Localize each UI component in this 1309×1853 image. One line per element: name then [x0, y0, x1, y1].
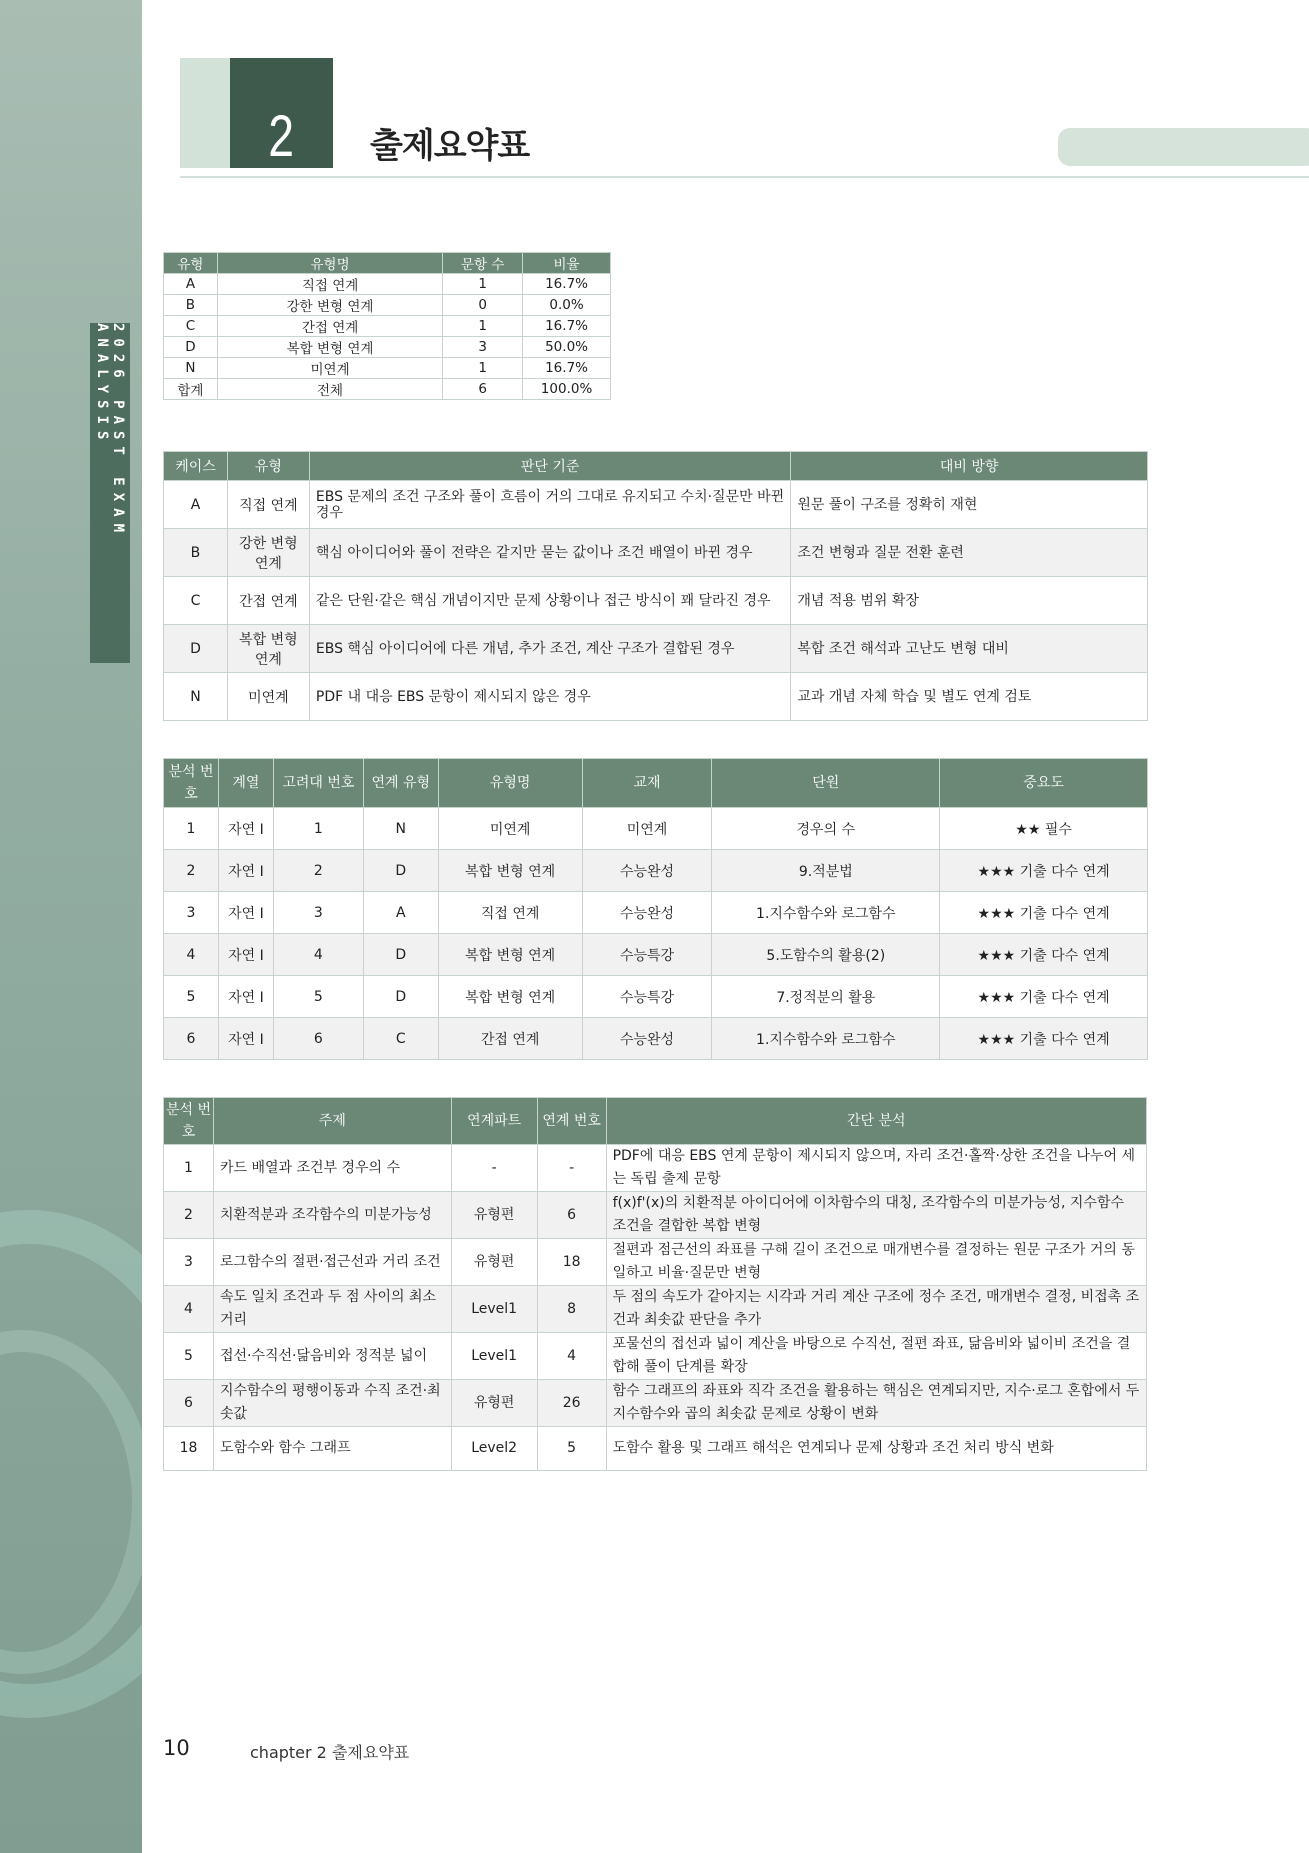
table-cell: N — [164, 358, 218, 379]
table-cell: C — [363, 1018, 438, 1060]
footer-chapter-label: chapter 2 출제요약표 — [250, 1743, 410, 1762]
column-header: 중요도 — [940, 759, 1148, 808]
column-header: 대비 방향 — [791, 452, 1148, 481]
column-header: 단원 — [712, 759, 940, 808]
table-cell: 복합 변형 연계 — [438, 934, 582, 976]
table-cell: ★★★ 기출 다수 연계 — [940, 892, 1148, 934]
table-cell: 복합 변형 연계 — [438, 976, 582, 1018]
table-row — [164, 673, 1148, 721]
table-cell: N — [363, 808, 438, 850]
table-cell: ★★★ 기출 다수 연계 — [940, 976, 1148, 1018]
table-cell: 자연 I — [218, 850, 273, 892]
table-cell: 1 — [273, 808, 363, 850]
table-cell: D — [363, 850, 438, 892]
table-cell: 6 — [443, 379, 523, 400]
table-cell: PDF에 대응 EBS 연계 문항이 제시되지 않으며, 자리 조건·홀짝·상한 조건을 나누어 세는 독립 출제 문항 — [606, 1145, 1146, 1192]
table-cell: 4 — [164, 1286, 214, 1333]
table-cell: 5 — [164, 1333, 214, 1380]
table-cell: 미연계 — [582, 808, 712, 850]
chapter-number-block — [230, 58, 333, 168]
table-cell: A — [164, 274, 218, 295]
table-cell: 2 — [164, 850, 219, 892]
table-cell: 간접 연계 — [227, 577, 309, 625]
table-cell: 직접 연계 — [227, 481, 309, 529]
table-cell: 1 — [443, 358, 523, 379]
table-cell: 3 — [164, 1239, 214, 1286]
column-header: 문항 수 — [443, 253, 523, 274]
vertical-series-label — [90, 323, 130, 663]
table-cell: 직접 연계 — [217, 274, 442, 295]
table-cell: 강한 변형 연계 — [227, 529, 309, 577]
table-cell: 5 — [273, 976, 363, 1018]
table-cell: ★★★ 기출 다수 연계 — [940, 1018, 1148, 1060]
table-cell: 4 — [273, 934, 363, 976]
table-row — [164, 529, 1148, 577]
table-cell: EBS 문제의 조건 구조와 풀이 흐름이 거의 그대로 유지되고 수치·질문만 바뀐 경우 — [309, 481, 790, 529]
column-header: 유형 — [164, 253, 218, 274]
table-row — [164, 274, 611, 295]
header-divider — [180, 176, 1309, 178]
table-cell: D — [164, 625, 228, 673]
table-cell: 교과 개념 자체 학습 및 별도 연계 검토 — [791, 673, 1148, 721]
table-cell: 자연 I — [218, 808, 273, 850]
table-cell: 6 — [164, 1380, 214, 1427]
table-cell: ★★★ 기출 다수 연계 — [940, 850, 1148, 892]
table-cell: 100.0% — [523, 379, 611, 400]
table-cell: 지수함수의 평행이동과 수직 조건·최솟값 — [213, 1380, 451, 1427]
table-cell: 수능특강 — [582, 976, 712, 1018]
table-row — [164, 358, 611, 379]
table-row — [164, 481, 1148, 529]
table-cell: 복합 변형 연계 — [227, 625, 309, 673]
table-cell: 1.지수함수와 로그함수 — [712, 892, 940, 934]
table-cell: PDF 내 대응 EBS 문항이 제시되지 않은 경우 — [309, 673, 790, 721]
table-cell: 6 — [273, 1018, 363, 1060]
column-header: 교재 — [582, 759, 712, 808]
table-cell: - — [537, 1145, 606, 1192]
table-row — [164, 625, 1148, 673]
table-cell: 간접 연계 — [438, 1018, 582, 1060]
table-cell: 9.적분법 — [712, 850, 940, 892]
table-cell: 1 — [164, 808, 219, 850]
column-header: 유형명 — [438, 759, 582, 808]
table-cell: 16.7% — [523, 358, 611, 379]
table-header-row — [164, 759, 1148, 808]
table-row — [164, 577, 1148, 625]
table-cell: 강한 변형 연계 — [217, 295, 442, 316]
table-row — [164, 316, 611, 337]
table-row — [164, 295, 611, 316]
table-cell: C — [164, 577, 228, 625]
table-cell: 0.0% — [523, 295, 611, 316]
table-row — [164, 1145, 1147, 1192]
table-cell: 도함수 활용 및 그래프 해석은 연계되나 문제 상황과 조건 처리 방식 변화 — [606, 1427, 1146, 1471]
question-table — [163, 758, 1148, 1060]
table-row — [164, 337, 611, 358]
table-cell: 복합 변형 연계 — [438, 850, 582, 892]
table-row — [164, 1286, 1147, 1333]
sidebar — [0, 0, 142, 1853]
table-cell: 같은 단원·같은 핵심 개념이지만 문제 상황이나 접근 방식이 꽤 달라진 경우 — [309, 577, 790, 625]
table-cell: Level1 — [451, 1333, 537, 1380]
table-cell: 핵심 아이디어와 풀이 전략은 같지만 묻는 값이나 조건 배열이 바뀐 경우 — [309, 529, 790, 577]
table-cell: 16.7% — [523, 274, 611, 295]
table-row — [164, 934, 1148, 976]
table-cell: 함수 그래프의 좌표와 직각 조건을 활용하는 핵심은 연계되지만, 지수·로그 혼합에서 두 지수함수와 곱의 최솟값 문제로 상황이 변화 — [606, 1380, 1146, 1427]
table-cell: Level2 — [451, 1427, 537, 1471]
table-cell: 수능특강 — [582, 934, 712, 976]
table-cell: 복합 변형 연계 — [217, 337, 442, 358]
page-number: 10 — [163, 1736, 190, 1760]
column-header: 케이스 — [164, 452, 228, 481]
table-cell: 8 — [537, 1286, 606, 1333]
table-cell: 3 — [443, 337, 523, 358]
table-cell: 1 — [443, 316, 523, 337]
table-cell: 6 — [537, 1192, 606, 1239]
table-cell: 4 — [164, 934, 219, 976]
table-cell: 포물선의 접선과 넓이 계산을 바탕으로 수직선, 절편 좌표, 닮음비와 넓이비 조건을 결합해 풀이 단계를 확장 — [606, 1333, 1146, 1380]
table-cell: 유형편 — [451, 1239, 537, 1286]
table-cell: 원문 풀이 구조를 정확히 재현 — [791, 481, 1148, 529]
table-cell: D — [164, 337, 218, 358]
column-header: 판단 기준 — [309, 452, 790, 481]
table-cell: 1 — [164, 1145, 214, 1192]
table-cell: 3 — [273, 892, 363, 934]
table-cell: C — [164, 316, 218, 337]
table-cell: 복합 조건 해석과 고난도 변형 대비 — [791, 625, 1148, 673]
column-header: 연계 번호 — [537, 1098, 606, 1145]
table-cell: 수능완성 — [582, 892, 712, 934]
table-cell: ★★ 필수 — [940, 808, 1148, 850]
table-cell: D — [363, 934, 438, 976]
table-cell: N — [164, 673, 228, 721]
table-cell: 두 점의 속도가 같아지는 시각과 거리 계산 구조에 정수 조건, 매개변수 결정, 비접촉 조건과 최솟값 판단을 추가 — [606, 1286, 1146, 1333]
analysis-table — [163, 1097, 1147, 1471]
type-summary-table — [163, 252, 611, 400]
header-accent-block — [180, 58, 232, 168]
table-row — [164, 1239, 1147, 1286]
table-row — [164, 892, 1148, 934]
column-header: 연계 유형 — [363, 759, 438, 808]
column-header: 비율 — [523, 253, 611, 274]
table-cell: 5 — [537, 1427, 606, 1471]
table-row — [164, 1333, 1147, 1380]
page-title: 출제요약표 — [370, 126, 530, 166]
table-cell: - — [451, 1145, 537, 1192]
header-decorative-pill — [1058, 128, 1309, 166]
criteria-table — [163, 451, 1148, 721]
table-cell: 속도 일치 조건과 두 점 사이의 최소거리 — [213, 1286, 451, 1333]
table-cell: 2 — [273, 850, 363, 892]
table-row — [164, 1192, 1147, 1239]
table-cell: f(x)f'(x)의 치환적분 아이디어에 이차함수의 대칭, 조각함수의 미분가능성, 지수함수 조건을 결합한 복합 변형 — [606, 1192, 1146, 1239]
table-cell: B — [164, 529, 228, 577]
table-cell: 수능완성 — [582, 850, 712, 892]
table-cell: 미연계 — [227, 673, 309, 721]
table-cell: A — [164, 481, 228, 529]
table-cell: 수능완성 — [582, 1018, 712, 1060]
table-cell: 1.지수함수와 로그함수 — [712, 1018, 940, 1060]
table-cell: 자연 I — [218, 934, 273, 976]
table-cell: EBS 핵심 아이디어에 다른 개념, 추가 조건, 계산 구조가 결합된 경우 — [309, 625, 790, 673]
table-row — [164, 1427, 1147, 1471]
column-header: 주제 — [213, 1098, 451, 1145]
table-header-row — [164, 452, 1148, 481]
table-cell: 자연 I — [218, 1018, 273, 1060]
table-cell: 7.정적분의 활용 — [712, 976, 940, 1018]
table-cell: 26 — [537, 1380, 606, 1427]
table-cell: 1 — [443, 274, 523, 295]
table-cell: 자연 I — [218, 892, 273, 934]
column-header: 유형 — [227, 452, 309, 481]
table-row — [164, 850, 1148, 892]
table-cell: 로그함수의 절편·접근선과 거리 조건 — [213, 1239, 451, 1286]
table-cell: 직접 연계 — [438, 892, 582, 934]
table-cell: 치환적분과 조각함수의 미분가능성 — [213, 1192, 451, 1239]
table-header-row — [164, 253, 611, 274]
column-header: 연계파트 — [451, 1098, 537, 1145]
vertical-label-text: 2026 PAST EXAM ANALYSIS — [94, 323, 126, 540]
table-cell: A — [363, 892, 438, 934]
table-row — [164, 1018, 1148, 1060]
column-header: 계열 — [218, 759, 273, 808]
table-cell: 접선·수직선·닮음비와 정적분 넓이 — [213, 1333, 451, 1380]
table-cell: 합계 — [164, 379, 218, 400]
table-cell: Level1 — [451, 1286, 537, 1333]
table-row — [164, 379, 611, 400]
table-cell: 6 — [164, 1018, 219, 1060]
table-cell: 2 — [164, 1192, 214, 1239]
table-cell: 유형편 — [451, 1380, 537, 1427]
table-cell: 카드 배열과 조건부 경우의 수 — [213, 1145, 451, 1192]
table-cell: D — [363, 976, 438, 1018]
column-header: 간단 분석 — [606, 1098, 1146, 1145]
table-cell: ★★★ 기출 다수 연계 — [940, 934, 1148, 976]
table-cell: 0 — [443, 295, 523, 316]
table-row — [164, 808, 1148, 850]
table-cell: 18 — [164, 1427, 214, 1471]
table-cell: 미연계 — [438, 808, 582, 850]
table-cell: 간접 연계 — [217, 316, 442, 337]
table-cell: 미연계 — [217, 358, 442, 379]
table-cell: 5.도함수의 활용(2) — [712, 934, 940, 976]
table-cell: 유형편 — [451, 1192, 537, 1239]
table-cell: 자연 I — [218, 976, 273, 1018]
table-cell: 4 — [537, 1333, 606, 1380]
column-header: 분석 번호 — [164, 759, 219, 808]
table-cell: 절편과 점근선의 좌표를 구해 길이 조건으로 매개변수를 결정하는 원문 구조가 거의 동일하고 비율·질문만 변형 — [606, 1239, 1146, 1286]
table-cell: 조건 변형과 질문 전환 훈련 — [791, 529, 1148, 577]
table-cell: 도함수와 함수 그래프 — [213, 1427, 451, 1471]
table-row — [164, 976, 1148, 1018]
table-cell: 전체 — [217, 379, 442, 400]
table-cell: 경우의 수 — [712, 808, 940, 850]
table-cell: 16.7% — [523, 316, 611, 337]
table-cell: 개념 적용 범위 확장 — [791, 577, 1148, 625]
table-header-row — [164, 1098, 1147, 1145]
table-cell: 50.0% — [523, 337, 611, 358]
table-cell: 3 — [164, 892, 219, 934]
column-header: 유형명 — [217, 253, 442, 274]
table-cell: 5 — [164, 976, 219, 1018]
chapter-number: 2 — [268, 104, 295, 169]
table-row — [164, 1380, 1147, 1427]
column-header: 분석 번호 — [164, 1098, 214, 1145]
column-header: 고려대 번호 — [273, 759, 363, 808]
table-cell: B — [164, 295, 218, 316]
table-cell: 18 — [537, 1239, 606, 1286]
